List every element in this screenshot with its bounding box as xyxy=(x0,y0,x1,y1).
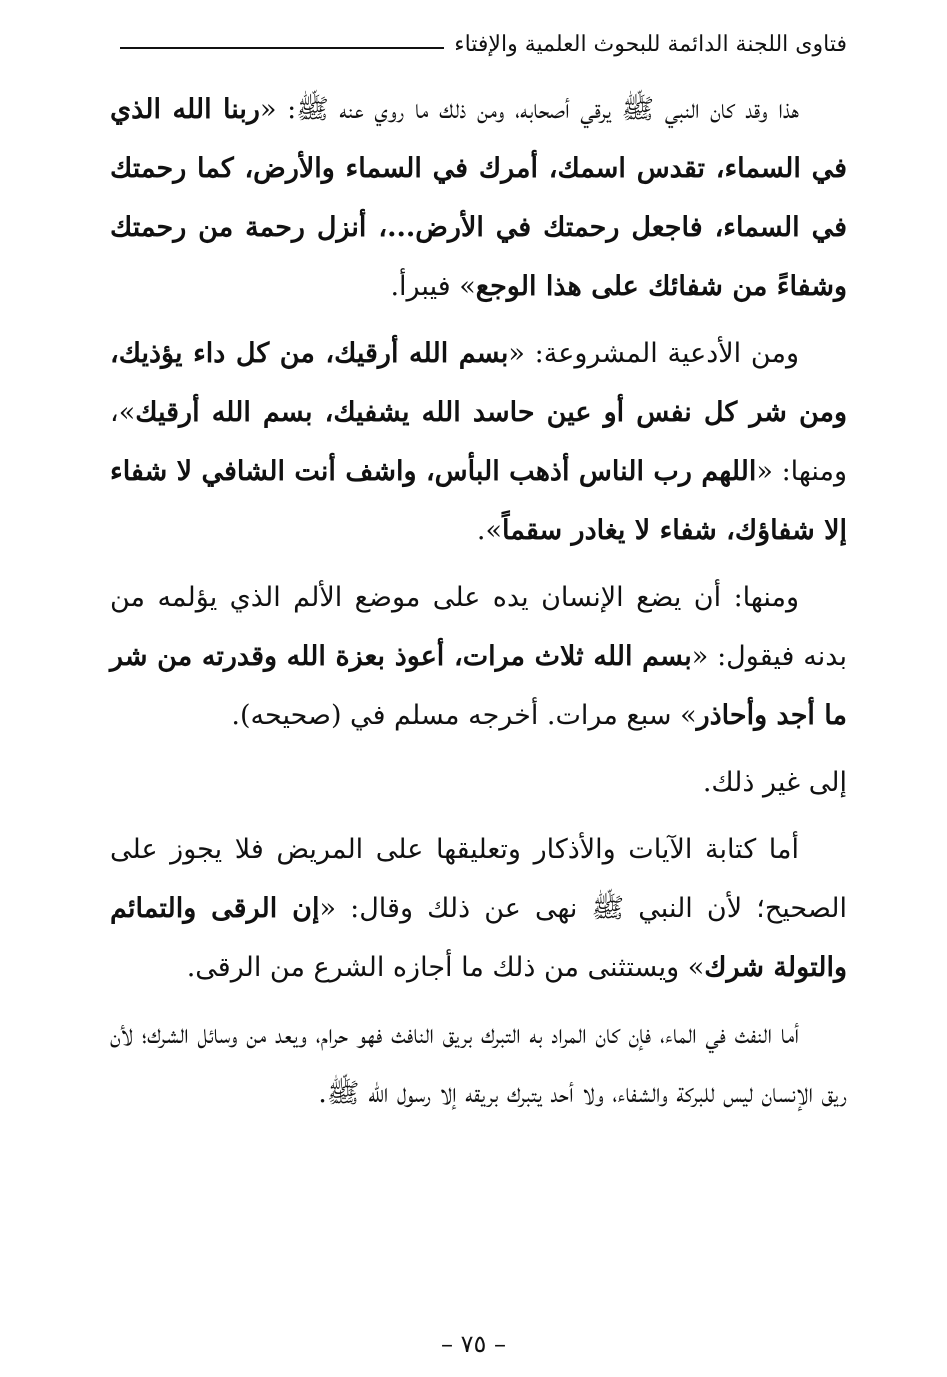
paragraph-hand-on-pain xyxy=(110,568,847,745)
text-run: »، ومنها: « xyxy=(110,397,847,487)
running-header-title: فتاوى اللجنة الدائمة للبحوث العلمية والإفتاء xyxy=(454,31,847,57)
text-run: » سبع مرات. أخرجه مسلم في (صحيحه). xyxy=(231,700,697,731)
quoted-supplication: بسم الله ثلاث مرات، أعوذ بعزة الله وقدرته من شر ما أجد وأحاذر xyxy=(110,641,847,731)
paragraph-prophet-ruqya xyxy=(110,80,847,316)
text-run: ». xyxy=(476,515,503,546)
quoted-supplication: ربنا الله الذي في السماء، تقدس اسمك، أمرك في السماء والأرض، كما رحمتك في السماء، فاجعل رحمتك في الأرض...، أنزل رحمة من رحمتك وشفاءً من شفائك على هذا الوجع xyxy=(110,94,847,302)
page-number: – ٧٥ – xyxy=(440,1330,507,1358)
text-run: » ويستثنى من ذلك ما أجازه الشرع من الرقى. xyxy=(186,952,705,983)
text-run: ومنها: أن يضع الإنسان يده على موضع الألم الذي يؤلمه من بدنه فيقول: « xyxy=(110,582,847,672)
quoted-supplication: بسم الله أرقيك، من كل داء يؤذيك، ومن شر كل نفس أو عين حاسد الله يشفيك، بسم الله أرقيك xyxy=(110,338,847,428)
text-run: » فيبرأ. xyxy=(390,271,476,302)
text-run: ومن الأدعية المشروعة: « xyxy=(508,338,799,369)
paragraph-and-so-on xyxy=(110,753,847,812)
quoted-supplication: اللهم رب الناس أذهب البأس، واشف أنت الشافي لا شفاء إلا شفاؤك، شفاء لا يغادر سقماً xyxy=(110,456,847,546)
paragraph-writing-verses xyxy=(110,820,847,997)
paragraph-blowing-in-water xyxy=(110,1005,847,1123)
running-header xyxy=(120,26,847,62)
text-run: أما كتابة الآيات والأذكار وتعليقها على المريض فلا يجوز على الصحيح؛ لأن النبي ﷺ نهى عن ذلك وقال: « xyxy=(110,834,847,924)
paragraph-legislated-supplications xyxy=(110,324,847,560)
text-run: هذا وقد كان النبي ﷺ يرقي أصحابه، ومن ذلك ما روي عنه ﷺ: « xyxy=(259,94,799,125)
text-run: أما النفث في الماء، فإن كان المراد به التبرك بريق النافث فهو حرام، ويعد من وسائل الشرك؛ لأن ريق الإنسان ليس للبركة والشفاء، ولا أحد يتبرك بريقه إلا رسول الله ﷺ. xyxy=(110,1019,847,1109)
text-run: إلى غير ذلك. xyxy=(702,767,847,798)
quoted-hadith: إن الرقى والتمائم والتولة شرك xyxy=(110,893,847,983)
header-rule xyxy=(120,47,444,49)
body-text xyxy=(110,80,847,1131)
